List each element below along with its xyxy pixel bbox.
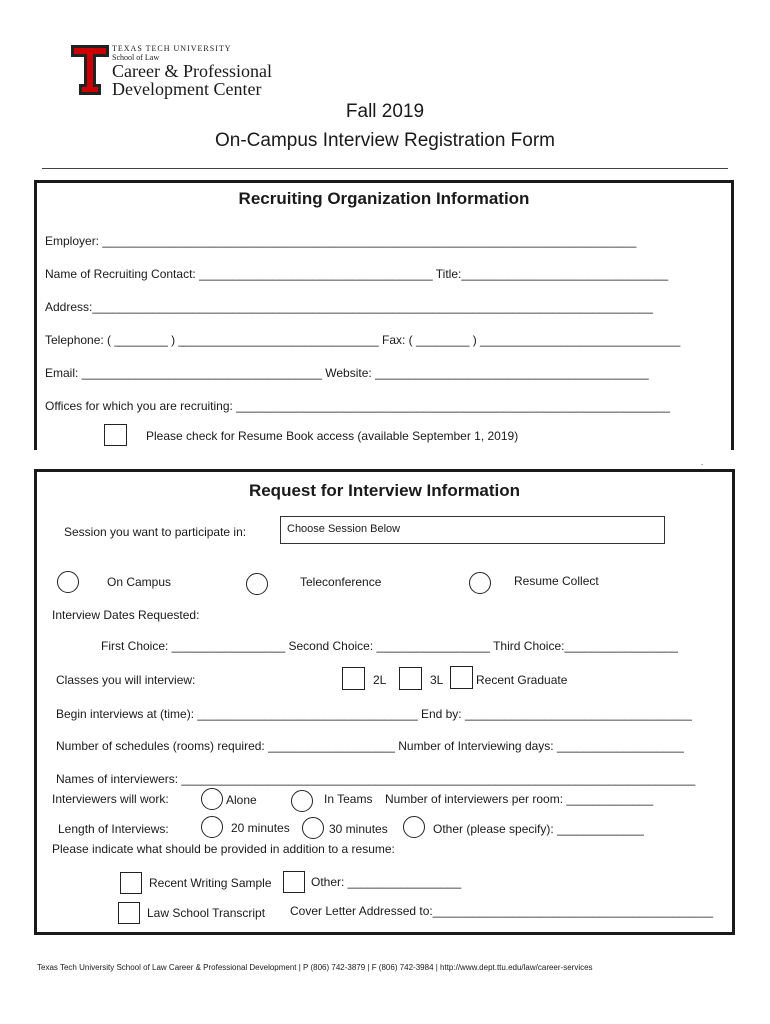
begin-end-field[interactable]: Begin interviews at (time): _________________________________ End by: __________________________________: [56, 707, 692, 721]
in-teams-radio[interactable]: [291, 790, 313, 812]
length-label: Length of Interviews:: [58, 822, 169, 836]
class-2l-checkbox[interactable]: [342, 667, 365, 690]
double-t-logo-icon: [70, 44, 110, 96]
length-30-label: 30 minutes: [329, 822, 388, 836]
logo-school: School of Law: [112, 53, 160, 62]
title-divider: [42, 168, 728, 169]
logo-center-line2: Development Center: [112, 79, 262, 99]
interviewer-names-field[interactable]: Names of interviewers: _____________________________________________________________________________: [56, 772, 696, 786]
stray-dot: .: [701, 458, 704, 467]
interview-dates-label: Interview Dates Requested:: [52, 608, 200, 622]
recent-graduate-label: Recent Graduate: [476, 673, 568, 687]
form-term: Fall 2019: [345, 101, 425, 122]
cover-letter-field[interactable]: Cover Letter Addressed to:__________________________________________: [290, 904, 714, 918]
teleconference-label: Teleconference: [300, 575, 382, 589]
email-website-field[interactable]: Email: ____________________________________ Website: _________________________________________: [45, 366, 649, 380]
offices-field[interactable]: Offices for which you are recruiting: _________________________________________________________________: [45, 399, 670, 413]
class-3l-checkbox[interactable]: [399, 667, 422, 690]
interview-section-title: Request for Interview Information: [248, 481, 521, 500]
class-3l-label: 3L: [430, 673, 444, 687]
resume-collect-radio[interactable]: [469, 572, 491, 594]
alone-radio[interactable]: [201, 788, 223, 810]
org-section-title: Recruiting Organization Information: [238, 189, 530, 208]
class-2l-label: 2L: [373, 673, 387, 687]
classes-label: Classes you will interview:: [56, 673, 196, 687]
telephone-fax-field[interactable]: Telephone: ( ________ ) ______________________________ Fax: ( ________ ) ______________________________: [45, 333, 681, 347]
employer-field[interactable]: Employer: ________________________________________________________________________________: [45, 234, 637, 248]
form-title: On-Campus Interview Registration Form: [215, 130, 555, 151]
footer-contact: Texas Tech University School of Law Career & Professional Development | P (806) 742-3879 | F (806) 742-3984 | http://www.dept.ttu.edu/law/career-services: [37, 963, 593, 972]
in-teams-label: In Teams: [324, 792, 373, 806]
transcript-checkbox[interactable]: [118, 902, 140, 924]
length-30-radio[interactable]: [302, 817, 324, 839]
logo-university: TEXAS TECH UNIVERSITY: [112, 44, 232, 53]
teleconference-radio[interactable]: [246, 573, 268, 595]
schedules-days-field[interactable]: Number of schedules (rooms) required: ___________________ Number of Interviewing days: ___________________: [56, 739, 684, 753]
recent-graduate-checkbox[interactable]: [450, 666, 473, 689]
provide-label: Please indicate what should be provided in addition to a resume:: [52, 842, 395, 856]
other-material-checkbox[interactable]: [283, 871, 305, 893]
on-campus-label: On Campus: [107, 575, 172, 589]
length-20-radio[interactable]: [201, 816, 223, 838]
other-material-field[interactable]: Other: _________________: [311, 875, 462, 889]
address-field[interactable]: Address:____________________________________________________________________________________: [45, 300, 653, 314]
resume-book-checkbox[interactable]: [104, 424, 127, 446]
writing-sample-checkbox[interactable]: [120, 872, 142, 894]
resume-collect-label: Resume Collect: [514, 574, 599, 588]
resume-book-label: Please check for Resume Book access (available September 1, 2019): [146, 429, 519, 443]
transcript-label: Law School Transcript: [147, 906, 266, 920]
length-20-label: 20 minutes: [231, 821, 290, 835]
contact-title-field[interactable]: Name of Recruiting Contact: ___________________________________ Title:_______________________________: [45, 267, 669, 281]
on-campus-radio[interactable]: [57, 571, 79, 593]
session-select[interactable]: Choose Session Below: [280, 516, 665, 544]
date-choices-field[interactable]: First Choice: _________________ Second Choice: _________________ Third Choice:_________________: [101, 639, 678, 653]
length-other-field[interactable]: Other (please specify): _____________: [433, 822, 644, 836]
alone-label: Alone: [226, 793, 257, 807]
logo-center-line1: Career & Professional: [112, 61, 272, 81]
writing-sample-label: Recent Writing Sample: [149, 876, 272, 890]
length-other-radio[interactable]: [403, 816, 425, 838]
per-room-field[interactable]: Number of interviewers per room: _____________: [385, 792, 654, 806]
session-label: Session you want to participate in:: [64, 525, 247, 539]
work-label: Interviewers will work:: [52, 792, 169, 806]
